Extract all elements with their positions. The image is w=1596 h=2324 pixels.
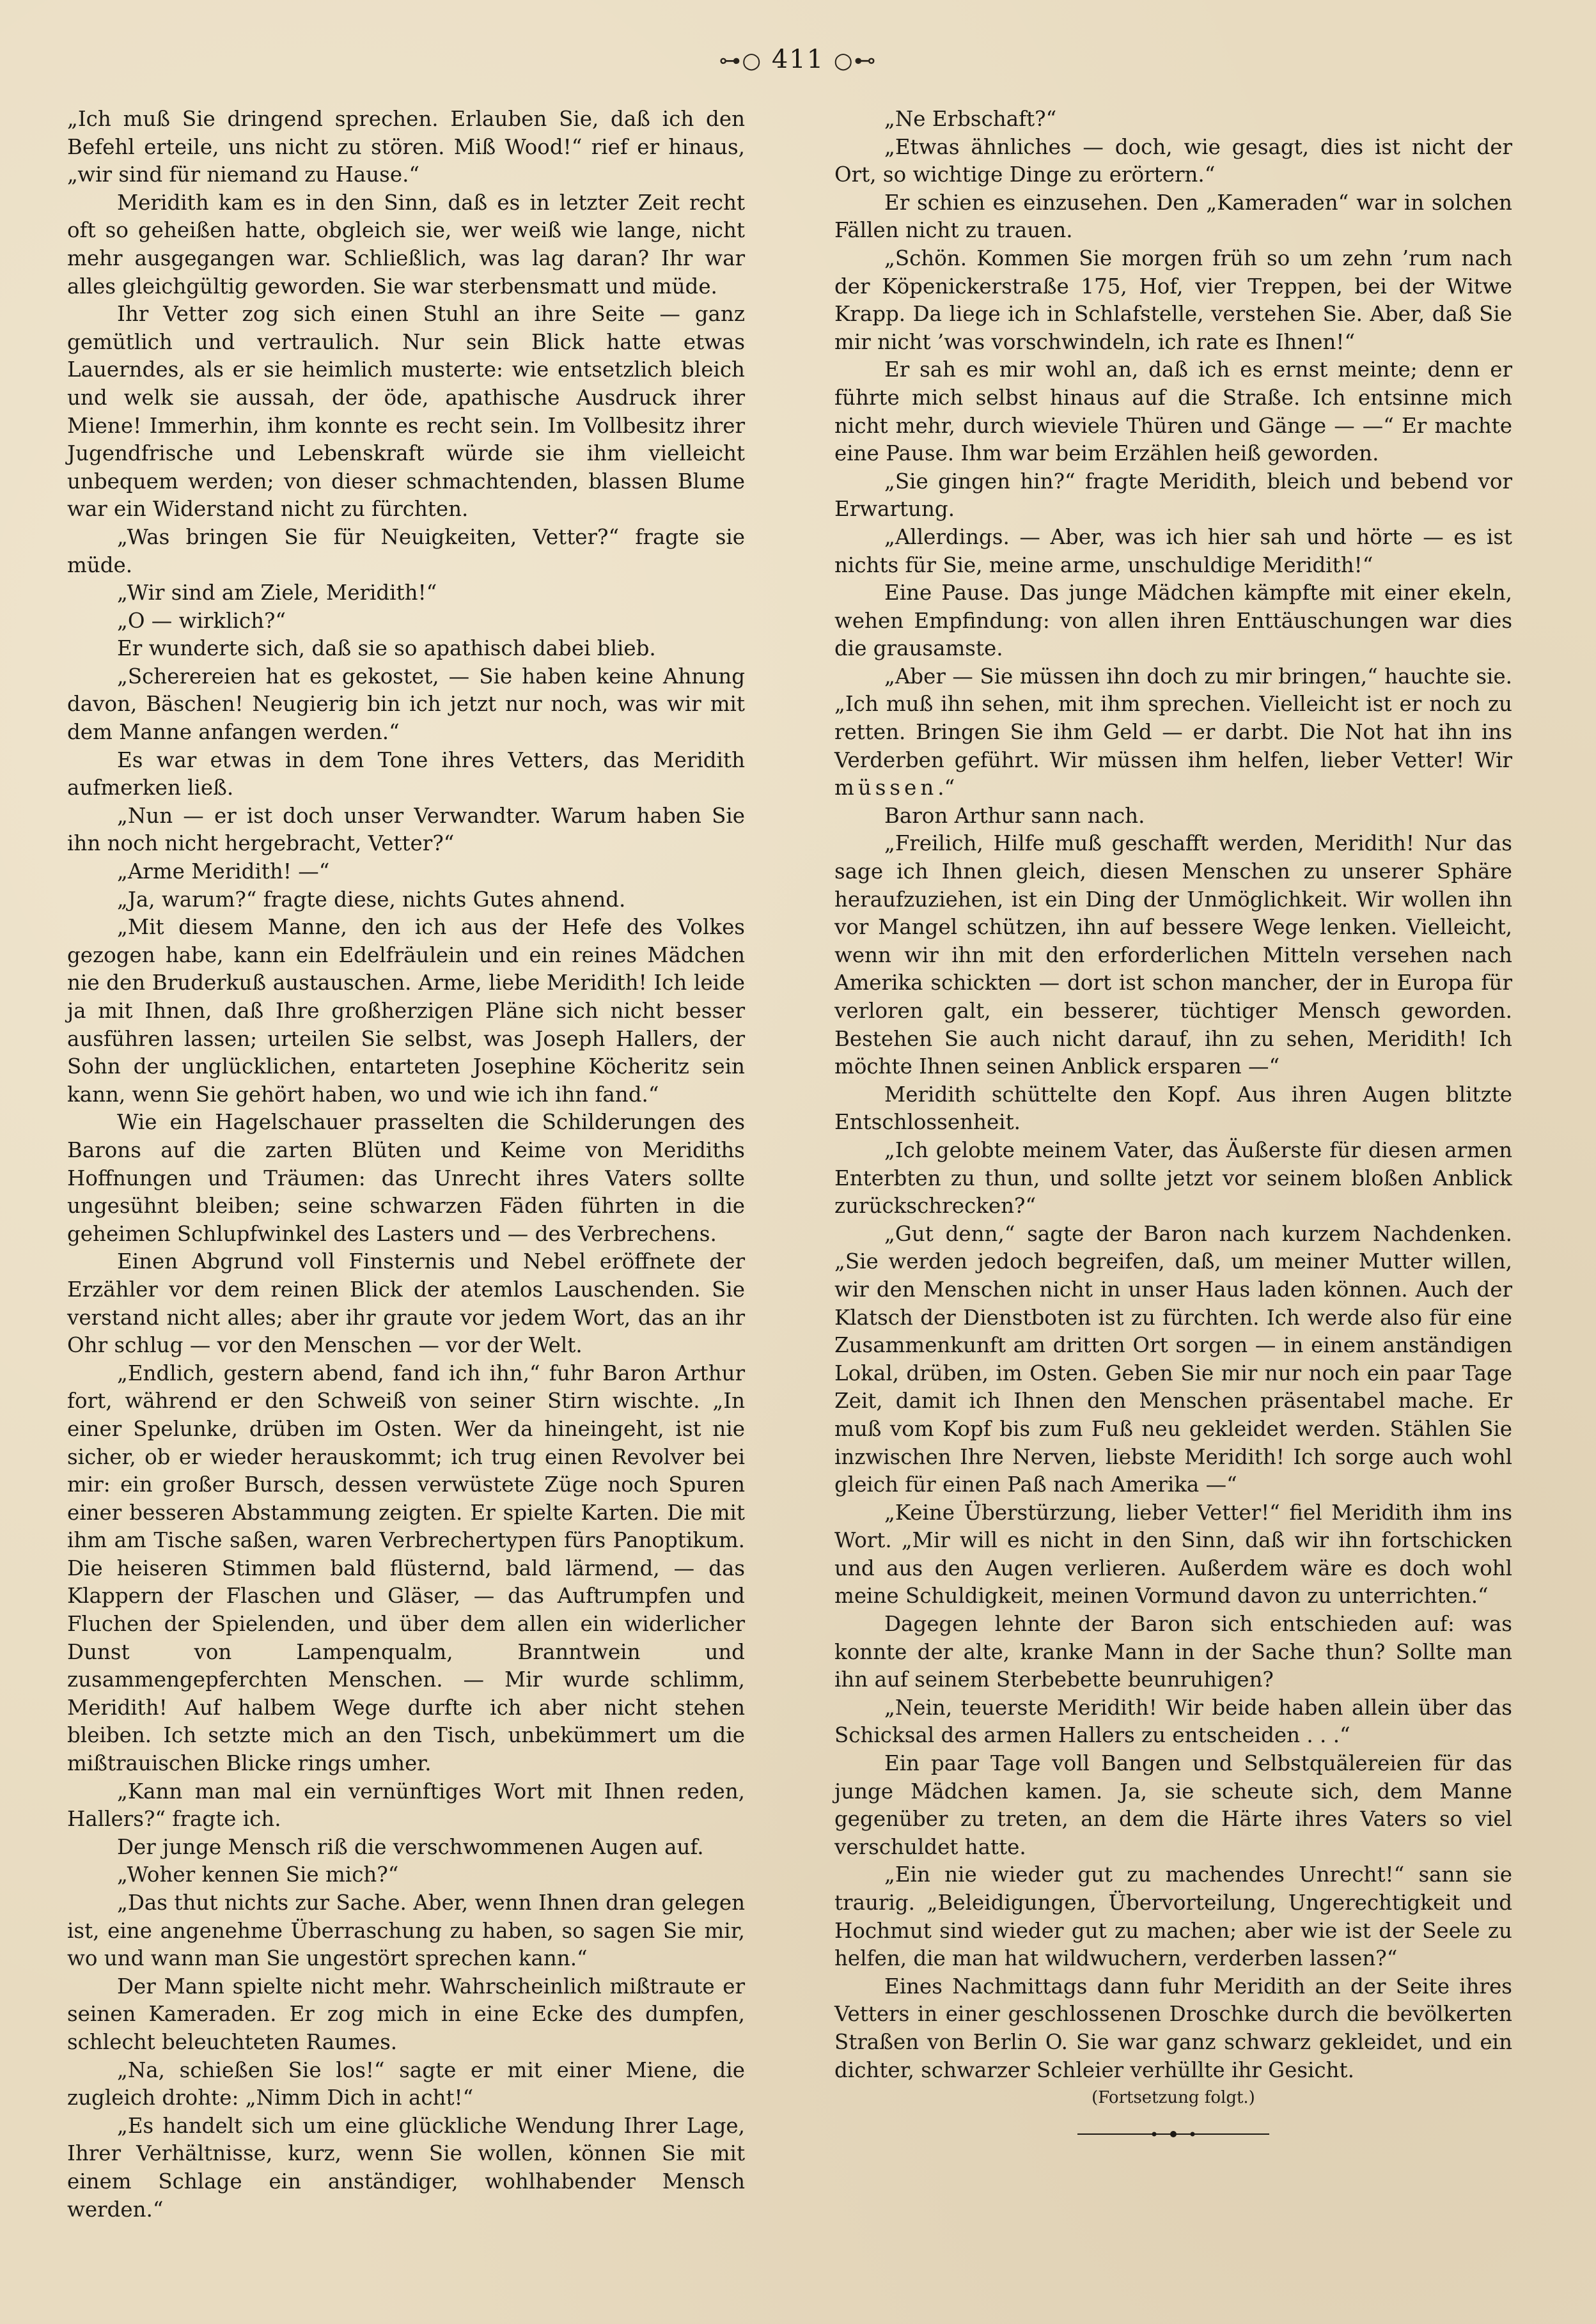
paragraph bbox=[834, 663, 1512, 802]
paragraph-text: „Gut denn,“ sagte der Baron nach kurzem Nachdenken. „Sie werden jedoch begreifen, daß, um meiner Mutter willen, wir den Menschen nicht in unser Haus laden können. Auch der Klatsch der Dienstboten ist zu fürchten. Ich werde also für eine Zusammenkunft am dritten Ort sorgen — in einem anständigen Lokal, drüben, im Osten. Geben Sie mir nur noch ein paar Tage Zeit, damit ich Ihnen den Menschen präsentabel mache. Er muß vom Kopf bis zum Fuß neu gekleidet werden. Stählen Sie inzwischen Ihre Nerven, liebste Meridith! Ich sorge auch wohl gleich für einen Paß nach Amerika —“ bbox=[834, 1221, 1512, 1497]
right-ornament-icon: ○⊷ bbox=[833, 48, 877, 74]
paragraph-text: „Kann man mal ein vernünftiges Wort mit Ihnen reden, Hallers?“ fragte ich. bbox=[67, 1779, 745, 1832]
paragraph-text: „Schön. Kommen Sie morgen früh so um zehn ’rum nach der Köpenickerstraße 175, Hof, vier Treppen, bei der Witwe Krapp. Da liege ich in Schlafstelle, verstehen Sie. Aber, daß Sie mir nicht ’was vorschwindeln, ich rate es Ihnen!“ bbox=[834, 246, 1512, 354]
paragraph bbox=[67, 1248, 745, 1359]
right-text-column bbox=[834, 105, 1512, 2142]
paragraph-text: „Endlich, gestern abend, fand ich ihn,“ fuhr Baron Arthur fort, während er den Schweiß von seiner Stirn wischte. „In einer Spelunke, drüben im Osten. Wer da hineingeht, ist nie sicher, ob er wieder herauskommt; ich trug einen Revolver bei mir: ein großer Bursch, dessen verwüstete Züge noch Spuren einer besseren Abstammung zeigten. Er spielte Karten. Die mit ihm am Tische saßen, waren Verbrechertypen fürs Panoptikum. Die heiseren Stimmen bald flüsternd, bald lärmend, — das Klappern der Flaschen und Gläser, — das Auftrumpfen und Fluchen der Spielenden, und über dem allen ein widerlicher Dunst von Lampenqualm, Branntwein und zusammengepferchten Menschen. — Mir wurde schlimm, Meridith! Auf halbem Wege durfte ich aber nicht stehen bleiben. Ich setzte mich an den Tisch, unbekümmert um die mißtrauischen Blicke rings umher. bbox=[67, 1361, 745, 1776]
paragraph bbox=[67, 1973, 745, 2057]
paragraph-text: „Woher kennen Sie mich?“ bbox=[117, 1862, 399, 1887]
left-ornament-icon: ⊶○ bbox=[719, 48, 763, 74]
paragraph-text: Eine Pause. Das junge Mädchen kämpfte mit einer ekeln, wehen Empfindung: von allen ihren Enttäuschungen war dies die grausamste. bbox=[834, 581, 1512, 661]
paragraph-text: „Was bringen Sie für Neuigkeiten, Vetter?“ fragte sie müde. bbox=[67, 524, 745, 577]
paragraph-text: „Das thut nichts zur Sache. Aber, wenn Ihnen dran gelegen ist, eine angenehme Überraschung zu haben, so sagen Sie mir, wo und wann man Sie ungestört sprechen kann.“ bbox=[67, 1891, 745, 1971]
paragraph bbox=[834, 189, 1512, 245]
paragraph bbox=[67, 2112, 745, 2224]
paragraph bbox=[67, 300, 745, 524]
paragraph bbox=[834, 1220, 1512, 1499]
paragraph-text: „Nein, teuerste Meridith! Wir beide haben allein über das Schicksal des armen Hallers zu entscheiden . . .“ bbox=[834, 1695, 1512, 1748]
paragraph-text: „Mit diesem Manne, den ich aus der Hefe des Volkes gezogen habe, kann ein Edelfräulein und ein reines Mädchen nie den Bruderkuß austauschen. Arme, liebe Meridith! Ich leide ja mit Ihnen, daß Ihre großherzigen Pläne sich nicht besser ausführen lassen; urteilen Sie selbst, was Joseph Hallers, der Sohn der unglücklichen, entarteten Josephine Köcheritz sein kann, wenn Sie gehört haben, wo und wie ich ihn fand.“ bbox=[67, 915, 745, 1107]
paragraph bbox=[834, 134, 1512, 189]
paragraph-text: Ihr Vetter zog sich einen Stuhl an ihre Seite — ganz gemütlich und vertraulich. Nur sein Blick hatte etwas Lauerndes, als er sie heimlich musterte: wie entsetzlich bleich und welk sie aussah, der öde, apathische Ausdruck ihrer Miene! Immerhin, ihm konnte es recht sein. Im Vollbesitz ihrer Jugendfrische und Lebenskraft würde sie ihm vielleicht unbequem werden; von dieser schmachtenden, blassen Blume war ein Widerstand nicht zu fürchten. bbox=[67, 302, 745, 522]
paragraph bbox=[834, 356, 1512, 467]
emphasized-word: müssen bbox=[834, 776, 938, 800]
paragraph bbox=[834, 1973, 1512, 2084]
paragraph-text: „Ich gelobte meinem Vater, das Äußerste für diesen armen Enterbten zu thun, und sollte jetzt vor seinem bloßen Anblick zurückschrecken?“ bbox=[834, 1137, 1512, 1219]
paragraph bbox=[67, 1834, 745, 1862]
paragraph bbox=[67, 1109, 745, 1248]
paragraph bbox=[834, 468, 1512, 524]
paragraph bbox=[834, 1750, 1512, 1861]
paragraph bbox=[67, 2057, 745, 2112]
paragraph-text: „Etwas ähnliches — doch, wie gesagt, dies ist nicht der Ort, so wichtige Dinge zu erörtern.“ bbox=[834, 134, 1512, 187]
paragraph-text: „Ein nie wieder gut zu machendes Unrecht!“ sann sie traurig. „Beleidigungen, Übervorteilung, Ungerechtigkeit und Hochmut sind wieder gut zu machen; aber wie ist der Seele zu helfen, die man hat wildwuchern, verderben lassen?“ bbox=[834, 1862, 1512, 1971]
paragraph bbox=[67, 663, 745, 747]
paragraph-tail: .“ bbox=[937, 776, 955, 800]
paragraph-text: Eines Nachmittags dann fuhr Meridith an der Seite ihres Vetters in einer geschlossenen Droschke durch die bevölkerten Straßen von Berlin O. Sie war ganz schwarz gekleidet, und ein dichter, schwarzer Schleier verhüllte ihr Gesicht. bbox=[834, 1974, 1512, 2082]
paragraph bbox=[67, 914, 745, 1109]
paragraph-text: „Scherereien hat es gekostet, — Sie haben keine Ahnung davon, Bäschen! Neugierig bin ich jetzt nur noch, was wir mit dem Manne anfangen werden.“ bbox=[67, 664, 745, 745]
paragraph-text: Einen Abgrund voll Finsternis und Nebel eröffnete der Erzähler vor dem reinen Blick der atemlos Lauschenden. Sie verstand nicht alles; aber ihr graute vor jedem Wort, das an ihr Ohr schlug — vor den Menschen — vor der Welt. bbox=[67, 1249, 745, 1358]
paragraph bbox=[834, 105, 1512, 134]
paragraph bbox=[67, 802, 745, 858]
paragraph-text: Meridith schüttelte den Kopf. Aus ihren Augen blitzte Entschlossenheit. bbox=[834, 1082, 1512, 1135]
paragraph-text: Der junge Mensch riß die verschwommenen Augen auf. bbox=[117, 1834, 704, 1859]
paragraph-text: Er sah es mir wohl an, daß ich es ernst meinte; denn er führte mich selbst hinaus auf die Straße. Ich entsinne mich nicht mehr, durch wieviele Thüren und Gänge — —“ Er machte eine Pause. Ihm war beim Erzählen heiß geworden. bbox=[834, 357, 1512, 466]
paragraph-text: „Na, schießen Sie los!“ sagte er mit einer Miene, die zugleich drohte: „Nimm Dich in acht!“ bbox=[67, 2057, 745, 2110]
paragraph-text: „Sie gingen hin?“ fragte Meridith, bleich und bebend vor Erwartung. bbox=[834, 469, 1512, 522]
paragraph bbox=[834, 1081, 1512, 1137]
paragraph-text: Es war etwas in dem Tone ihres Vetters, das Meridith aufmerken ließ. bbox=[67, 747, 745, 800]
paragraph bbox=[67, 579, 745, 607]
paragraph bbox=[67, 886, 745, 914]
page-header bbox=[0, 45, 1596, 74]
paragraph bbox=[834, 802, 1512, 831]
paragraph bbox=[834, 1499, 1512, 1610]
paragraph-text: „Es handelt sich um eine glückliche Wendung Ihrer Lage, Ihrer Verhältnisse, kurz, wenn Sie wollen, können Sie mit einem Schlage ein anständiger, wohlhabender Mensch werden.“ bbox=[67, 2113, 745, 2222]
paragraph bbox=[834, 1694, 1512, 1750]
paragraph-text: Er schien es einzusehen. Den „Kameraden“ war in solchen Fällen nicht zu trauen. bbox=[834, 190, 1512, 243]
paragraph-text: „Aber — Sie müssen ihn doch zu mir bringen,“ hauchte sie. „Ich muß ihn sehen, mit ihm sprechen. Vielleicht ist er noch zu retten. Bringen Sie ihm Geld — er darbt. Die Not hat ihn ins Verderben geführt. Wir müssen ihm helfen, lieber Vetter! Wir bbox=[834, 664, 1512, 772]
ornamental-rule-icon bbox=[1077, 2126, 1269, 2142]
paragraph-text: „O — wirklich?“ bbox=[117, 608, 286, 633]
paragraph-text: Er wunderte sich, daß sie so apathisch dabei blieb. bbox=[117, 636, 656, 661]
paragraph bbox=[67, 635, 745, 663]
paragraph-text: „Freilich, Hilfe muß geschafft werden, Meridith! Nur das sage ich Ihnen gleich, diesen Menschen zu unserer Sphäre heraufzuziehen, ist ein Ding der Unmöglichkeit. Wir wollen ihn vor Mangel schützen, ihn auf bessere Wege lenken. Vielleicht, wenn wir ihn mit den erforderlichen Mitteln versehen nach Amerika schickten — dort ist schon mancher, der in Europa für verloren galt, ein besserer, tüchtiger Mensch geworden. Bestehen Sie auch nicht darauf, ihn zu sehen, Meridith! Ich möchte Ihnen seinen Anblick ersparen —“ bbox=[834, 831, 1512, 1079]
paragraph-text: „Wir sind am Ziele, Meridith!“ bbox=[117, 581, 437, 605]
paragraph-text: „Allerdings. — Aber, was ich hier sah und hörte — es ist nichts für Sie, meine arme, unschuldige Meridith!“ bbox=[834, 524, 1512, 577]
paragraph bbox=[67, 1778, 745, 1834]
paragraph bbox=[67, 858, 745, 886]
paragraph bbox=[67, 105, 745, 189]
paragraph bbox=[834, 830, 1512, 1080]
paragraph bbox=[67, 1861, 745, 1889]
paragraph bbox=[834, 524, 1512, 579]
paragraph-text: „Nun — er ist doch unser Verwandter. Warum haben Sie ihn noch nicht hergebracht, Vetter?“ bbox=[67, 803, 745, 856]
paragraph-text: „Ja, warum?“ fragte diese, nichts Gutes ahnend. bbox=[117, 887, 626, 912]
paragraph-text: „Ich muß Sie dringend sprechen. Erlauben Sie, daß ich den Befehl erteile, uns nicht zu stören. Miß Wood!“ rief er hinaus, „wir sind für niemand zu Hause.“ bbox=[67, 107, 745, 187]
paragraph-text: „Ne Erbschaft?“ bbox=[884, 107, 1057, 131]
paragraph bbox=[67, 524, 745, 579]
paragraph bbox=[67, 1889, 745, 1973]
paragraph bbox=[834, 1137, 1512, 1220]
paragraph-text: „Arme Meridith! —“ bbox=[117, 859, 330, 884]
page-number: 411 bbox=[771, 45, 825, 74]
paragraph bbox=[67, 747, 745, 802]
paragraph-text: Wie ein Hagelschauer prasselten die Schilderungen des Barons auf die zarten Blüten und Keime von Meridiths Hoffnungen und Träumen: das Unrecht ihres Vaters sollte ungesühnt bleiben; seine schwarzen Fäden führten in die geheimen Schlupfwinkel des Lasters und — des Verbrechens. bbox=[67, 1110, 745, 1246]
paragraph bbox=[834, 245, 1512, 356]
left-text-column bbox=[67, 105, 745, 2224]
paragraph-text: Dagegen lehnte der Baron sich entschieden auf: was konnte der alte, kranke Mann in der Sache thun? Sollte man ihn auf seinem Sterbebette beunruhigen? bbox=[834, 1612, 1512, 1692]
paragraph-text: Meridith kam es in den Sinn, daß es in letzter Zeit recht oft so geheißen hatte, obgleich sie, wer weiß wie lange, nicht mehr ausgegangen war. Schließlich, was lag daran? Ihr war alles gleichgültig geworden. Sie war sterbensmatt und müde. bbox=[67, 190, 745, 299]
paragraph-text: Ein paar Tage voll Bangen und Selbstquälereien für das junge Mädchen kamen. Ja, sie scheute sich, dem Manne gegenüber zu treten, an dem die Härte ihres Vaters so viel verschuldet hatte. bbox=[834, 1751, 1512, 1859]
continuation-note: (Fortsetzung folgt.) bbox=[1091, 2088, 1255, 2108]
paragraph-text: Der Mann spielte nicht mehr. Wahrscheinlich mißtraute er seinen Kameraden. Er zog mich in eine Ecke des dumpfen, schlecht beleuchteten Raumes. bbox=[67, 1974, 745, 2054]
paragraph bbox=[834, 1861, 1512, 1972]
paragraph bbox=[834, 579, 1512, 663]
paragraph bbox=[834, 1610, 1512, 1694]
paragraph bbox=[67, 1360, 745, 1778]
paragraph bbox=[67, 189, 745, 300]
paragraph-text: Baron Arthur sann nach. bbox=[884, 803, 1145, 828]
paragraph-text: „Keine Überstürzung, lieber Vetter!“ fiel Meridith ihm ins Wort. „Mir will es nicht in den Sinn, daß wir ihn fortschicken und aus den Augen verlieren. Außerdem wäre es doch wohl meine Schuldigkeit, meinen Vormund davon zu unterrichten.“ bbox=[834, 1500, 1512, 1609]
paragraph bbox=[67, 607, 745, 636]
